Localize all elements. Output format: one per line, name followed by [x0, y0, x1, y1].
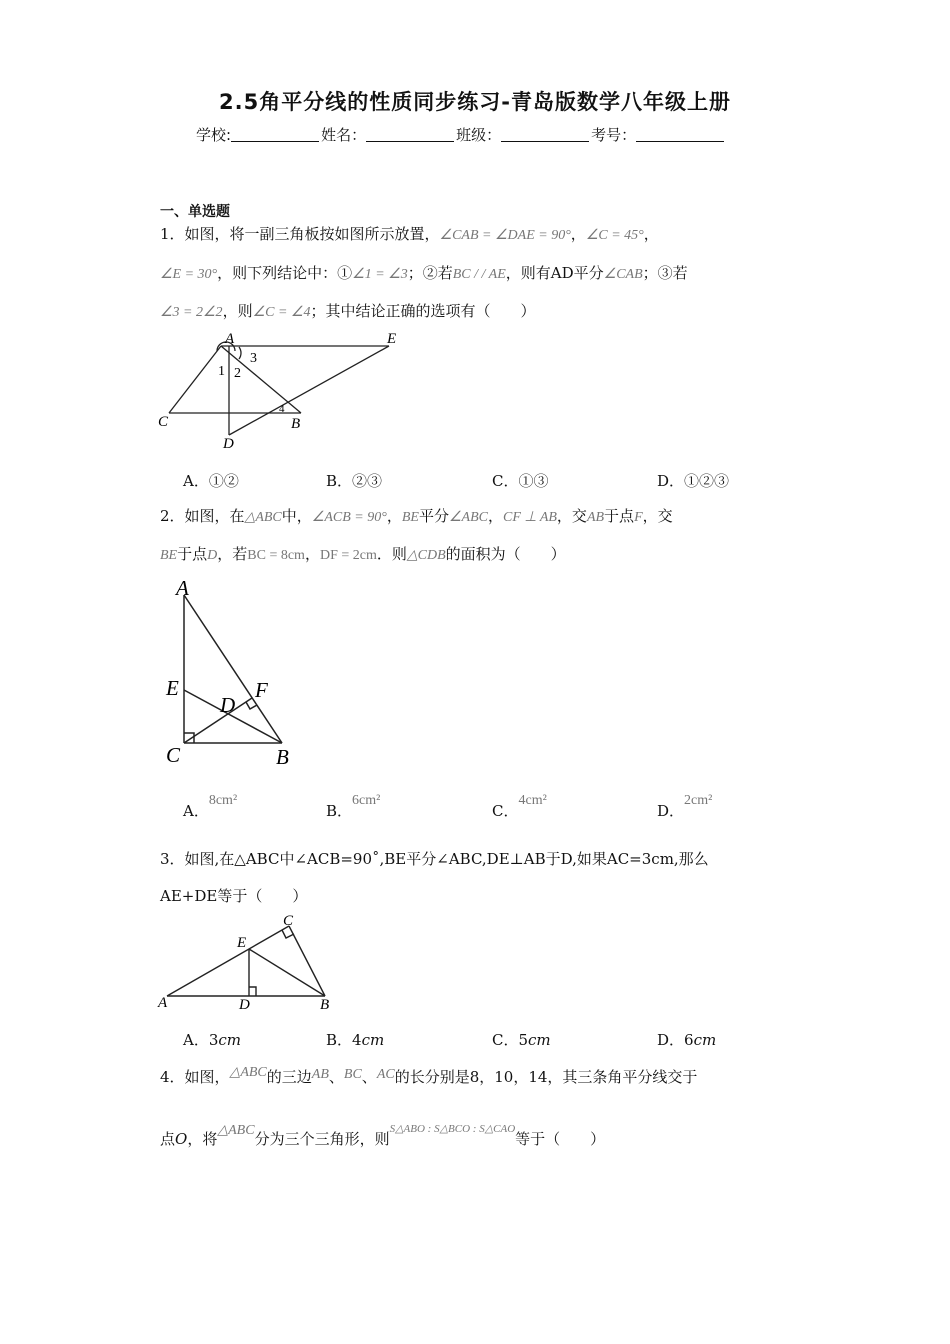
q1-label-1: 1 [218, 364, 225, 379]
q1-option-c[interactable]: C．①③ [492, 472, 549, 490]
q1-label-3: 3 [250, 351, 257, 366]
q2-label-f: F [255, 678, 268, 702]
name-blank[interactable] [366, 127, 454, 142]
q3-label-b: B [320, 997, 330, 1013]
q2-line-2: BE于点D，若BC = 8cm，DF = 2cm．则△CDB的面积为（ ） [160, 545, 566, 563]
q2-option-b[interactable]: B．6cm² [326, 793, 381, 820]
class-blank[interactable] [501, 127, 589, 142]
q1-option-d[interactable]: D．①②③ [657, 472, 730, 490]
q1-line-3: ∠3 = 2∠2，则∠C = ∠4；其中结论正确的选项有（ ） [160, 302, 536, 320]
q3-line-2: AE+DE等于（ ） [160, 887, 308, 905]
q2-label-a: A [176, 576, 189, 600]
q1-label-a: A [225, 331, 235, 347]
q3-line-1: 3．如图,在△ABC中∠ACB=90˚,BE平分∠ABC,DE⊥AB于D,如果AC=3cm,那么 [160, 850, 709, 868]
school-label: 学校: [196, 126, 232, 144]
class-label: 班级： [456, 126, 502, 144]
q3-option-d[interactable]: D．6cm [657, 1031, 717, 1049]
q3-figure [155, 910, 345, 1015]
q1-label-b: B [291, 416, 301, 432]
exam-no-blank[interactable] [636, 127, 724, 142]
q2-figure [158, 573, 308, 773]
q3-label-c: C [283, 913, 294, 929]
student-info [196, 124, 726, 145]
q1-label-c: C [158, 414, 169, 430]
section-heading: 一、单选题 [160, 204, 230, 220]
q1-label-4: 4 [279, 403, 285, 415]
school-blank[interactable] [231, 127, 319, 142]
name-label: 姓名： [321, 126, 367, 144]
page-title: 2.5角平分线的性质同步练习-青岛版数学八年级上册 [219, 90, 731, 114]
q3-label-d: D [239, 997, 250, 1013]
q1-option-b[interactable]: B．②③ [326, 472, 383, 490]
q2-label-b: B [276, 745, 289, 769]
q3-label-a: A [158, 995, 168, 1011]
q3-label-e: E [237, 935, 247, 951]
q2-label-c: C [166, 743, 181, 767]
q2-line-1: 2．如图，在△ABC中，∠ACB = 90°，BE平分∠ABC，CF ⊥ AB，交AB于点F，交 [160, 507, 673, 525]
q2-label-e: E [166, 676, 179, 700]
q4-line-2: 点O，将△ABC分为三个三角形，则$^{S\triangle ABO : S\triangle BCO : S\triangle CAO}$等于（ ） [160, 1123, 606, 1148]
q1-label-2: 2 [234, 366, 241, 381]
q4-line-1: 4．如图，△ABC的三边AB、BC、AC的长分别是8，10，14，其三条角平分线交于 [160, 1065, 698, 1086]
q1-label-e: E [387, 331, 397, 347]
q1-line-1: 1．如图，将一副三角板按如图所示放置，∠CAB = ∠DAE = 90°，∠C = 45°， [160, 225, 659, 243]
q3-option-b[interactable]: B．4cm [326, 1031, 385, 1049]
q1-figure [155, 325, 415, 455]
q3-option-c[interactable]: C．5cm [492, 1031, 551, 1049]
exam-no-label: 考号： [591, 126, 637, 144]
q2-option-a[interactable]: A．8cm² [183, 793, 238, 820]
q1-label-d: D [223, 436, 234, 452]
q2-option-d[interactable]: D．2cm² [657, 793, 713, 820]
q1-line-2: ∠E = 30°，则下列结论中：①∠1 = ∠3；②若BC / / AE，则有AD平分∠CAB；③若 [160, 264, 688, 282]
q1-option-a[interactable]: A．①② [183, 472, 239, 490]
q3-option-a[interactable]: A．3cm [183, 1031, 242, 1049]
q2-option-c[interactable]: C．4cm² [492, 793, 547, 820]
q2-label-d: D [220, 693, 236, 717]
